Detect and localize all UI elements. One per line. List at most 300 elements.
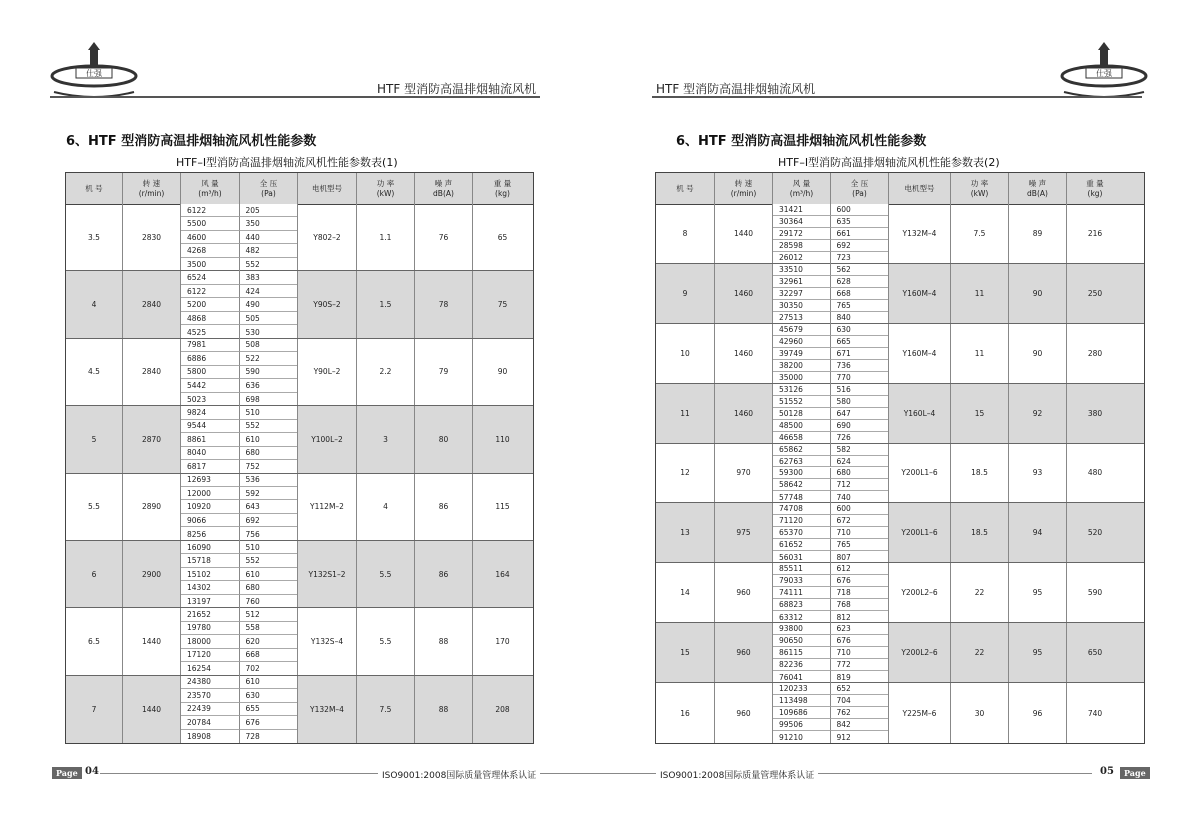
cell-motor: Y90S–2	[298, 271, 357, 337]
cell-no: 3.5	[66, 204, 123, 270]
cell-airflow: 5500	[181, 217, 240, 230]
cell-airflow: 9544	[181, 420, 240, 433]
table-row	[773, 408, 888, 420]
cell-airflow: 22439	[181, 703, 240, 716]
cell-pressure: 643	[240, 500, 298, 513]
cell-pressure: 760	[245, 597, 260, 606]
cell-weight: 115	[495, 502, 510, 512]
cell-rpm: 1460	[715, 324, 773, 383]
performance-table-2	[655, 172, 1145, 744]
cell-airflow: 18000	[181, 635, 240, 648]
table-row	[773, 336, 888, 348]
cell-pressure: 726	[836, 433, 851, 443]
cell-airflow: 14302	[181, 581, 240, 594]
cell-airflow: 86115	[773, 647, 831, 659]
certification-text: ISO9001:2008国际质量管理体系认证	[378, 768, 540, 781]
cell-pressure: 635	[831, 216, 889, 228]
section-title: 6、HTF 型消防高温排烟轴流风机性能参数	[66, 134, 317, 149]
cell-airflow: 5442	[181, 379, 240, 392]
cell-weight: 164	[495, 569, 510, 579]
cell-airflow: 6886	[181, 352, 240, 365]
cell-pressure: 765	[831, 300, 889, 312]
cell-rpm: 2890	[123, 474, 181, 540]
cell-airflow: 32297	[773, 288, 831, 300]
cell-motor: Y160L–4	[889, 384, 951, 443]
cell-power: 22	[951, 563, 1009, 622]
cell-airflow: 27513	[773, 312, 831, 324]
cell-pressure: 704	[831, 695, 889, 707]
table-row-group	[656, 264, 1144, 324]
cell-noise: 90	[1009, 264, 1067, 323]
cell-airflow: 3500	[181, 258, 240, 271]
table-row	[773, 491, 888, 503]
table-row	[773, 252, 888, 264]
table-row	[773, 503, 888, 515]
cell-motor: Y200L2–6	[889, 623, 951, 682]
cell-airflow: 23570	[181, 689, 240, 702]
table-row-group	[656, 204, 1144, 264]
cell-airflow: 56031	[773, 551, 831, 563]
table-row	[773, 300, 888, 312]
column-header: 转 速 (r/min)	[715, 173, 773, 204]
cell-pressure: 676	[831, 635, 889, 647]
cell-pressure: 728	[245, 731, 260, 741]
cell-airflow: 57748	[773, 491, 831, 503]
table-row	[773, 264, 888, 276]
header-title: HTF 型消防高温排烟轴流风机	[656, 82, 816, 96]
cell-pressure: 712	[831, 479, 889, 491]
cell-pressure: 620	[240, 635, 298, 648]
cell-motor: Y225M–6	[889, 683, 951, 743]
cell-motor: Y160M–4	[889, 324, 951, 383]
cell-rpm: 2840	[123, 271, 181, 337]
cell-power: 11	[951, 324, 1009, 383]
cell-weight: 380	[1087, 408, 1103, 418]
column-header: 机 号	[656, 173, 715, 204]
cell-motor: Y132S–4	[298, 608, 357, 674]
cell-airflow: 53126	[773, 384, 831, 396]
svg-text:仕强: 仕强	[86, 69, 102, 78]
cell-noise: 88	[415, 608, 473, 674]
svg-text:仕强: 仕强	[1096, 69, 1112, 78]
cell-pressure: 636	[240, 379, 298, 392]
table-row	[773, 611, 888, 623]
table-title: HTF–Ⅰ型消防高温排烟轴流风机性能参数表(1)	[176, 156, 398, 169]
cell-airflow: 48500	[773, 420, 831, 432]
cell-weight: 75	[497, 300, 508, 310]
cell-pressure: 510	[240, 541, 298, 554]
table-title: HTF–Ⅰ型消防高温排烟轴流风机性能参数表(2)	[778, 156, 1000, 169]
cell-pressure: 692	[240, 514, 298, 527]
cell-pressure: 630	[831, 324, 889, 336]
cell-airflow: 46658	[773, 432, 831, 444]
table-row	[773, 551, 888, 563]
cell-noise: 86	[415, 541, 473, 607]
section-title: 6、HTF 型消防高温排烟轴流风机性能参数	[676, 134, 927, 149]
cell-weight: 520	[1087, 528, 1103, 538]
cell-no: 9	[656, 264, 715, 323]
airflow-pressure-block	[773, 204, 889, 263]
table-row	[773, 623, 888, 635]
table-row	[773, 587, 888, 599]
cell-pressure: 512	[240, 608, 298, 621]
table-row	[773, 204, 888, 216]
cell-weight: 208	[495, 704, 510, 714]
table-row	[773, 360, 888, 372]
cell-airflow: 12000	[181, 487, 240, 500]
cell-pressure: 440	[240, 231, 298, 244]
cell-pressure: 582	[831, 444, 889, 456]
cell-airflow: 5200	[181, 298, 240, 311]
column-header: 电机型号	[298, 173, 357, 204]
table-row	[773, 396, 888, 408]
cell-weight: 90	[497, 367, 508, 377]
cell-pressure: 768	[831, 599, 889, 611]
cell-rpm: 975	[715, 503, 773, 562]
cell-pressure: 592	[240, 487, 298, 500]
cell-power: 11	[951, 264, 1009, 323]
cell-power: 18.5	[951, 503, 1009, 562]
column-header: 机 号	[66, 173, 123, 204]
cell-power: 7.5	[357, 676, 415, 743]
table-row	[773, 384, 888, 396]
cell-pressure: 698	[245, 394, 260, 404]
column-header: 功 率 (kW)	[951, 173, 1009, 204]
header-divider	[652, 96, 1142, 98]
table-row	[773, 468, 888, 480]
airflow-pressure-block	[773, 563, 889, 622]
cell-pressure: 628	[831, 276, 889, 288]
cell-pressure: 718	[831, 587, 889, 599]
cell-airflow: 30350	[773, 300, 831, 312]
cell-airflow: 9824	[181, 406, 240, 419]
cell-airflow: 8040	[181, 447, 240, 460]
cell-weight: 590	[1087, 588, 1103, 598]
column-header: 全 压 (Pa)	[240, 173, 298, 204]
cell-airflow: 16254	[181, 662, 240, 675]
table-row	[773, 348, 888, 360]
cell-power: 1.1	[357, 204, 415, 270]
cell-airflow: 85511	[773, 563, 831, 575]
table-row	[773, 444, 888, 456]
cell-pressure: 676	[831, 575, 889, 587]
cell-airflow: 39749	[773, 348, 831, 360]
cell-pressure: 505	[240, 312, 298, 325]
cell-airflow: 4268	[181, 244, 240, 257]
cell-pressure: 819	[836, 672, 851, 682]
cell-weight: 216	[1087, 228, 1103, 238]
table-row	[773, 719, 888, 731]
table-row-group	[656, 683, 1144, 743]
cell-pressure: 623	[831, 623, 889, 635]
cell-airflow: 82236	[773, 659, 831, 671]
cell-airflow: 28598	[773, 240, 831, 252]
cell-airflow: 33510	[773, 264, 831, 276]
cell-motor: Y200L2–6	[889, 563, 951, 622]
cell-motor: Y90L–2	[298, 339, 357, 405]
cell-airflow: 76041	[773, 671, 831, 683]
cell-airflow: 4525	[181, 325, 240, 338]
table-row-group	[656, 623, 1144, 683]
cell-pressure: 590	[240, 366, 298, 379]
cell-motor: Y132M–4	[889, 204, 951, 263]
cell-pressure: 610	[240, 568, 298, 581]
table-row-group	[656, 503, 1144, 563]
table-row	[773, 683, 888, 695]
cell-noise: 92	[1009, 384, 1067, 443]
cell-pressure: 552	[240, 554, 298, 567]
airflow-pressure-block	[773, 384, 889, 443]
cell-airflow: 4600	[181, 231, 240, 244]
cell-airflow: 13197	[181, 595, 240, 608]
column-header: 风 量 (m³/h)	[181, 173, 240, 204]
cell-rpm: 1440	[123, 676, 181, 743]
cell-pressure: 600	[831, 503, 889, 515]
cell-noise: 95	[1009, 563, 1067, 622]
cell-airflow: 109686	[773, 707, 831, 719]
cell-pressure: 665	[831, 336, 889, 348]
column-header: 电机型号	[889, 173, 951, 204]
cell-power: 5.5	[357, 541, 415, 607]
cell-no: 13	[656, 503, 715, 562]
cell-pressure: 612	[831, 563, 889, 575]
table-row	[773, 456, 888, 468]
cell-pressure: 661	[831, 228, 889, 240]
cell-airflow: 18908	[181, 730, 240, 743]
cell-pressure: 562	[831, 264, 889, 276]
cell-airflow: 15718	[181, 554, 240, 567]
table-row	[773, 216, 888, 228]
cell-pressure: 383	[240, 271, 298, 284]
cell-rpm: 1460	[715, 384, 773, 443]
cell-no: 12	[656, 444, 715, 503]
table-row	[773, 276, 888, 288]
table-row	[773, 539, 888, 551]
table-row	[773, 228, 888, 240]
column-header: 噪 声 dB(A)	[1009, 173, 1067, 204]
cell-pressure: 710	[831, 527, 889, 539]
cell-airflow: 68823	[773, 599, 831, 611]
cell-airflow: 38200	[773, 360, 831, 372]
airflow-pressure-block	[773, 503, 889, 562]
cell-no: 6.5	[66, 608, 123, 674]
table-row	[773, 432, 888, 444]
cell-airflow: 65862	[773, 444, 831, 456]
cell-pressure: 558	[240, 622, 298, 635]
cell-pressure: 680	[240, 581, 298, 594]
cell-airflow: 19780	[181, 622, 240, 635]
cell-power: 30	[951, 683, 1009, 743]
cell-pressure: 752	[245, 462, 260, 472]
table-row	[773, 372, 888, 384]
cell-pressure: 671	[831, 348, 889, 360]
cell-pressure: 690	[831, 420, 889, 432]
column-header: 功 率 (kW)	[357, 173, 415, 204]
cell-rpm: 960	[715, 623, 773, 682]
cell-noise: 95	[1009, 623, 1067, 682]
cell-airflow: 113498	[773, 695, 831, 707]
cell-no: 14	[656, 563, 715, 622]
cell-airflow: 62763	[773, 456, 831, 468]
cell-noise: 86	[415, 474, 473, 540]
cell-airflow: 79033	[773, 575, 831, 587]
cell-pressure: 350	[240, 217, 298, 230]
cell-no: 5	[66, 406, 123, 472]
cell-weight: 65	[497, 232, 508, 242]
cell-pressure: 710	[831, 647, 889, 659]
cell-motor: Y100L–2	[298, 406, 357, 472]
cell-pressure: 530	[245, 327, 260, 337]
cell-power: 5.5	[357, 608, 415, 674]
cell-rpm: 2870	[123, 406, 181, 472]
cell-rpm: 970	[715, 444, 773, 503]
cell-airflow: 45679	[773, 324, 831, 336]
cell-pressure: 536	[240, 474, 298, 487]
cell-airflow: 74111	[773, 587, 831, 599]
table-row-group	[656, 384, 1144, 444]
cell-power: 7.5	[951, 204, 1009, 263]
cell-noise: 90	[1009, 324, 1067, 383]
cell-pressure: 765	[831, 539, 889, 551]
cell-pressure: 756	[245, 529, 260, 539]
cell-rpm: 1440	[715, 204, 773, 263]
cell-noise: 94	[1009, 503, 1067, 562]
cell-rpm: 2840	[123, 339, 181, 405]
cell-airflow: 90650	[773, 635, 831, 647]
cell-weight: 480	[1087, 468, 1103, 478]
cell-rpm: 1460	[715, 264, 773, 323]
cell-pressure: 723	[836, 253, 851, 263]
table-row	[773, 240, 888, 252]
cell-noise: 76	[415, 204, 473, 270]
cell-pressure: 516	[831, 384, 889, 396]
cell-airflow: 6122	[181, 204, 240, 217]
cell-airflow: 8861	[181, 433, 240, 446]
cell-airflow: 99506	[773, 719, 831, 731]
table-row-group	[656, 324, 1144, 384]
cell-airflow: 51552	[773, 396, 831, 408]
cell-pressure: 680	[240, 447, 298, 460]
cell-airflow: 93800	[773, 623, 831, 635]
cell-pressure: 762	[831, 707, 889, 719]
table-row	[773, 288, 888, 300]
airflow-pressure-block	[773, 264, 889, 323]
cell-noise: 88	[415, 676, 473, 743]
cell-no: 8	[656, 204, 715, 263]
cell-weight: 280	[1087, 348, 1103, 358]
table-row-group	[656, 563, 1144, 623]
cell-pressure: 740	[836, 492, 851, 502]
airflow-pressure-block	[773, 444, 889, 503]
table-row	[773, 515, 888, 527]
cell-pressure: 807	[836, 552, 851, 562]
cell-pressure: 205	[240, 204, 298, 217]
cell-motor: Y160M–4	[889, 264, 951, 323]
cell-no: 10	[656, 324, 715, 383]
cell-weight: 740	[1087, 708, 1103, 718]
cell-airflow: 58642	[773, 479, 831, 491]
column-header: 全 压 (Pa)	[831, 173, 889, 204]
cell-noise: 78	[415, 271, 473, 337]
cell-pressure: 490	[240, 298, 298, 311]
cell-noise: 80	[415, 406, 473, 472]
cell-airflow: 5023	[181, 393, 240, 406]
cell-motor: Y112M–2	[298, 474, 357, 540]
table-row	[773, 324, 888, 336]
cell-rpm: 1440	[123, 608, 181, 674]
cell-pressure: 840	[836, 313, 851, 323]
cell-power: 15	[951, 384, 1009, 443]
column-header: 转 速 (r/min)	[123, 173, 181, 204]
cell-airflow: 20784	[181, 716, 240, 729]
page-badge: Page	[1120, 767, 1150, 779]
cell-motor: Y200L1–6	[889, 503, 951, 562]
cell-airflow: 6122	[181, 285, 240, 298]
column-header: 风 量 (m³/h)	[773, 173, 831, 204]
cell-airflow: 32961	[773, 276, 831, 288]
cell-airflow: 31421	[773, 204, 831, 216]
cell-pressure: 812	[836, 612, 851, 622]
cell-pressure: 672	[831, 515, 889, 527]
cell-pressure: 580	[831, 396, 889, 408]
cell-no: 5.5	[66, 474, 123, 540]
cell-airflow: 15102	[181, 568, 240, 581]
cell-airflow: 65370	[773, 527, 831, 539]
cell-pressure: 736	[831, 360, 889, 372]
cell-airflow: 16090	[181, 541, 240, 554]
cell-airflow: 17120	[181, 649, 240, 662]
cell-airflow: 21652	[181, 608, 240, 621]
cell-pressure: 912	[836, 732, 851, 742]
cell-weight: 650	[1087, 648, 1103, 658]
cell-pressure: 655	[240, 703, 298, 716]
page-number: 04	[85, 766, 99, 777]
cell-rpm: 960	[715, 683, 773, 743]
cell-noise: 79	[415, 339, 473, 405]
cell-airflow: 120233	[773, 683, 831, 695]
table-row	[773, 479, 888, 491]
column-header: 噪 声 dB(A)	[415, 173, 473, 204]
page-number: 05	[1100, 766, 1114, 777]
cell-pressure: 552	[240, 420, 298, 433]
cell-no: 4.5	[66, 339, 123, 405]
certification-text: ISO9001:2008国际质量管理体系认证	[656, 768, 818, 781]
cell-pressure: 630	[240, 689, 298, 702]
cell-airflow: 91210	[773, 731, 831, 743]
cell-airflow: 29172	[773, 228, 831, 240]
cell-airflow: 6817	[181, 460, 240, 473]
table-row	[773, 420, 888, 432]
cell-motor: Y200L1–6	[889, 444, 951, 503]
table-row	[773, 312, 888, 324]
cell-pressure: 676	[240, 716, 298, 729]
cell-pressure: 508	[240, 339, 298, 352]
company-logo	[1058, 40, 1150, 104]
cell-pressure: 600	[831, 204, 889, 216]
cell-noise: 89	[1009, 204, 1067, 263]
cell-airflow: 61652	[773, 539, 831, 551]
cell-pressure: 522	[240, 352, 298, 365]
table-row-group	[656, 444, 1144, 504]
cell-airflow: 4868	[181, 312, 240, 325]
table-row	[773, 659, 888, 671]
cell-power: 4	[357, 474, 415, 540]
cell-pressure: 610	[240, 433, 298, 446]
cell-airflow: 50128	[773, 408, 831, 420]
cell-pressure: 770	[836, 373, 851, 383]
column-header: 重 量 (kg)	[493, 178, 512, 198]
cell-no: 11	[656, 384, 715, 443]
